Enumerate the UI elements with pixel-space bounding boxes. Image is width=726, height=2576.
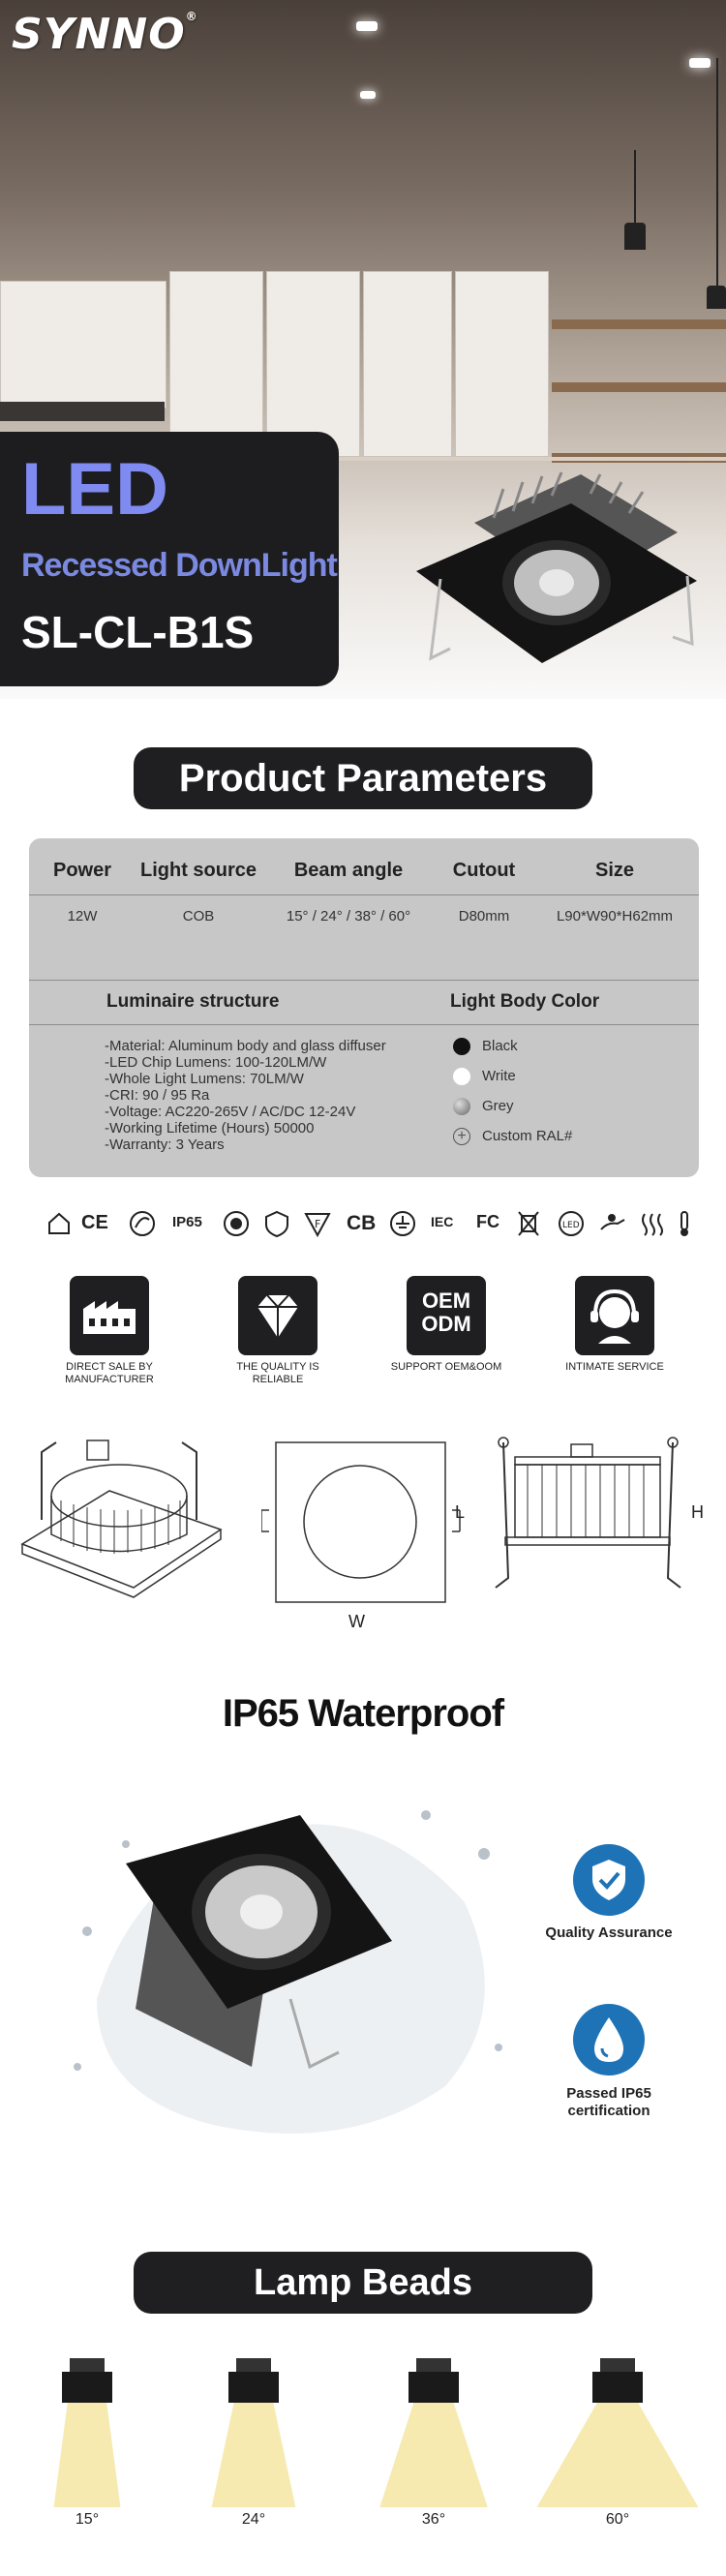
- svg-text:LED: LED: [562, 1221, 580, 1230]
- spec-list: [105, 1038, 434, 1153]
- table-divider: [29, 894, 699, 895]
- color-title: Light Body Color: [450, 991, 600, 1012]
- kitchen-cabinet: [455, 271, 549, 457]
- pendant-cord: [716, 58, 718, 290]
- ceiling-light: [356, 21, 378, 31]
- param-value: COB: [182, 908, 215, 924]
- factory-icon: [70, 1276, 149, 1355]
- table-divider: [29, 1024, 699, 1025]
- badge-label: Quality Assurance: [545, 1924, 673, 1941]
- certification-row: [39, 1206, 697, 1243]
- oem-text: OEM ODM: [421, 1288, 471, 1336]
- light-beam-cone: [54, 2401, 121, 2507]
- cb-mark: CB: [347, 1212, 377, 1234]
- badge-label: Passed IP65 certification: [566, 2085, 651, 2119]
- shield-icon: [263, 1210, 290, 1237]
- house-icon: [46, 1210, 72, 1235]
- pendant-lamp: [707, 286, 726, 309]
- param-header: Cutout: [452, 860, 516, 881]
- color-option-black: Black: [453, 1038, 685, 1068]
- lamp-housing: [592, 2372, 643, 2403]
- kitchen-cabinet: [169, 271, 263, 457]
- color-swatch: [453, 1038, 470, 1055]
- ce-mark: CE: [81, 1212, 108, 1233]
- param-header: Light source: [139, 860, 257, 881]
- lamp-housing: [228, 2372, 279, 2403]
- hero-subtitle: Recessed DownLight: [21, 547, 337, 584]
- param-header: Size: [594, 860, 635, 881]
- pendant-cord: [634, 150, 636, 227]
- waterproof-product-image: [58, 1757, 523, 2164]
- product-downlight-image: [397, 455, 707, 697]
- brand-logo: SYNNO®: [12, 10, 198, 59]
- param-value: 15° / 24° / 38° / 60°: [286, 908, 411, 924]
- wall-shelf: [552, 382, 726, 392]
- isometric-drawing: [17, 1423, 230, 1607]
- lamp-heatsink: [416, 2358, 451, 2374]
- section-title-parameters: Product Parameters: [134, 747, 592, 809]
- lamp-heatsink: [236, 2358, 271, 2374]
- hero-led-title: LED: [21, 448, 168, 530]
- kitchen-cabinet: [266, 271, 360, 457]
- section-title-lamp-beads: Lamp Beads: [134, 2252, 592, 2314]
- color-swatch: [453, 1068, 470, 1085]
- dimension-w-label: W: [348, 1612, 365, 1631]
- structure-title: Luminaire structure: [106, 991, 280, 1012]
- color-swatch: [453, 1098, 470, 1115]
- ceiling-light: [689, 58, 711, 68]
- pendant-lamp: [624, 223, 646, 250]
- range-hood: [0, 402, 165, 421]
- color-option-white: Write: [453, 1068, 685, 1098]
- hero-model-number: SL-CL-B1S: [21, 607, 255, 657]
- heat-icon: [639, 1210, 666, 1237]
- quality-check-icon: [573, 1844, 645, 1916]
- thermometer-icon: [674, 1210, 695, 1237]
- dimension-h-label: H: [691, 1502, 704, 1522]
- feature-label: SUPPORT OEM&OOM: [390, 1361, 502, 1373]
- table-divider: [29, 980, 699, 981]
- light-beam-cone: [379, 2401, 487, 2507]
- waterproof-title: IP65 Waterproof: [222, 1692, 504, 1735]
- color-option-custom: + Custom RAL#: [453, 1128, 685, 1158]
- beam-angle-label: 36°: [421, 2511, 446, 2528]
- feature-label: INTIMATE SERVICE: [565, 1361, 664, 1373]
- wall-shelf: [552, 319, 726, 329]
- beam-angle-label: 15°: [75, 2511, 100, 2528]
- spec-line: -LED Chip Lumens: 100-120LM/W: [105, 1054, 327, 1071]
- front-view-drawing: [261, 1435, 474, 1619]
- lamp-heatsink: [70, 2358, 105, 2374]
- side-view-drawing: [494, 1433, 687, 1617]
- spec-line: -Voltage: AC220-265V / AC/DC 12-24V: [105, 1104, 356, 1120]
- color-options: [453, 1038, 685, 1158]
- lamp-housing: [62, 2372, 112, 2403]
- spec-line: -CRI: 90 / 95 Ra: [105, 1087, 210, 1104]
- support-agent-icon: [575, 1276, 654, 1355]
- light-beam-cone: [212, 2401, 296, 2507]
- lamp-heatsink: [600, 2358, 635, 2374]
- plus-icon: +: [453, 1128, 470, 1145]
- ip65-mark: IP65: [172, 1214, 202, 1230]
- beam-angle-label: 60°: [605, 2511, 630, 2528]
- spec-line: -Working Lifetime (Hours) 50000: [105, 1120, 315, 1136]
- param-header: Beam angle: [293, 860, 404, 881]
- color-option-grey: Grey: [453, 1098, 685, 1128]
- svg-text:F: F: [315, 1218, 321, 1230]
- kitchen-cabinet: [363, 271, 452, 457]
- lamp-housing: [408, 2372, 459, 2403]
- dimension-l-label: L: [455, 1502, 466, 1522]
- kitchen-cabinet: [0, 281, 166, 409]
- hand-icon: [598, 1210, 627, 1237]
- iso-icon: [223, 1210, 250, 1237]
- led-icon: [558, 1210, 585, 1237]
- iec-mark: IEC: [431, 1214, 454, 1229]
- light-beam-cone: [536, 2401, 698, 2507]
- feature-label: THE QUALITY IS RELIABLE: [236, 1361, 319, 1385]
- param-value: 12W: [67, 908, 98, 924]
- weee-bin-icon: [517, 1208, 540, 1237]
- rohs-icon: [128, 1210, 157, 1237]
- water-drop-icon: [573, 2004, 645, 2076]
- ground-icon: [389, 1210, 416, 1237]
- diamond-icon: [238, 1276, 318, 1355]
- spec-line: -Warranty: 3 Years: [105, 1136, 225, 1153]
- param-value: L90*W90*H62mm: [556, 908, 674, 924]
- param-header: Power: [52, 860, 112, 881]
- feature-label: DIRECT SALE BY MANUFACTURER: [65, 1361, 154, 1385]
- triangle-f-icon: [304, 1210, 331, 1237]
- spec-line: -Whole Light Lumens: 70LM/W: [105, 1071, 304, 1087]
- spec-line: -Material: Aluminum body and glass diffuser: [105, 1038, 386, 1054]
- ceiling-light: [360, 91, 376, 99]
- beam-angle-label: 24°: [241, 2511, 266, 2528]
- fcc-mark: FC: [476, 1212, 499, 1231]
- param-value: D80mm: [458, 908, 510, 924]
- oem-odm-badge: [407, 1276, 486, 1355]
